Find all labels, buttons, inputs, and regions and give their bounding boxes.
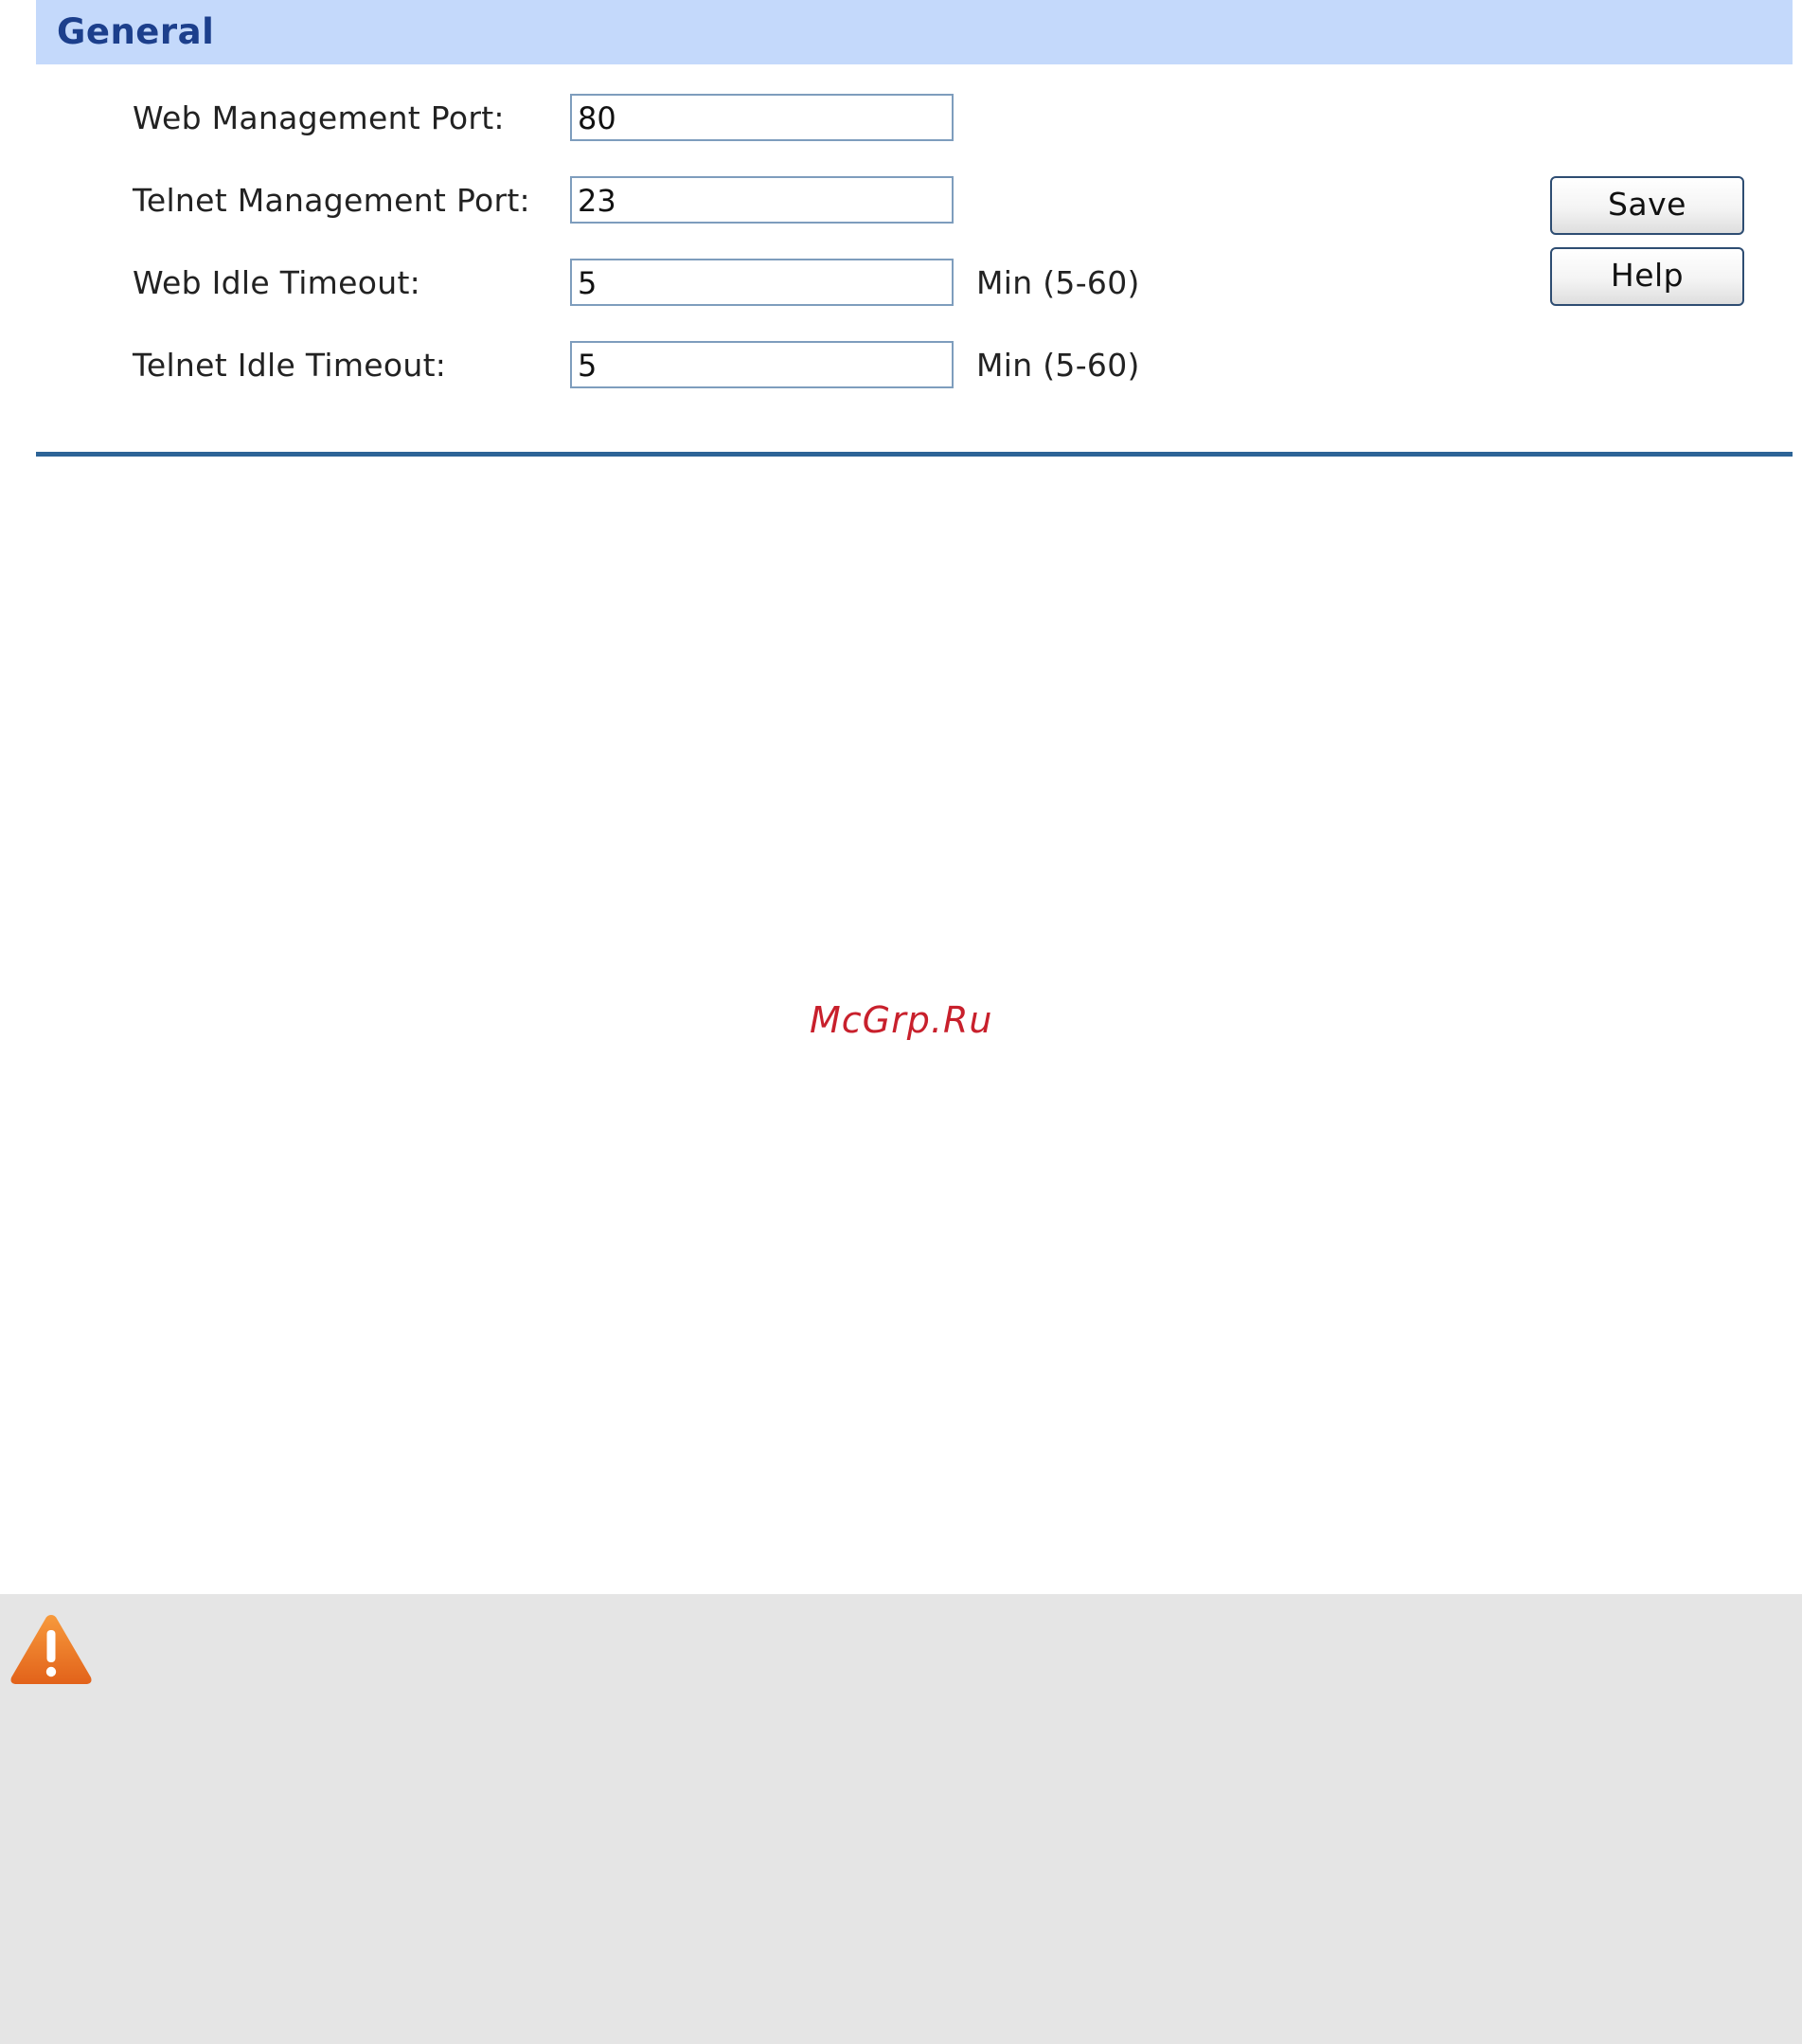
warning-icon <box>9 1611 94 1687</box>
web-idle-timeout-unit: Min (5-60) <box>976 264 1140 301</box>
web-idle-timeout-row <box>0 259 1802 306</box>
watermark-text: McGrp.Ru <box>810 999 993 1041</box>
help-button[interactable]: Help <box>1550 247 1744 306</box>
section-divider <box>36 452 1793 457</box>
save-button[interactable]: Save <box>1550 176 1744 235</box>
telnet-idle-timeout-unit: Min (5-60) <box>976 347 1140 384</box>
telnet-idle-timeout-row <box>0 341 1802 388</box>
web-idle-timeout-input[interactable] <box>570 259 954 306</box>
panel-header <box>36 0 1793 64</box>
panel-title: General <box>57 11 215 52</box>
web-idle-timeout-label: Web Idle Timeout: <box>133 264 421 301</box>
telnet-management-port-row <box>0 176 1802 224</box>
telnet-management-port-input[interactable] <box>570 176 954 224</box>
note-box <box>0 1594 1802 2044</box>
telnet-idle-timeout-input[interactable] <box>570 341 954 388</box>
telnet-management-port-label: Telnet Management Port: <box>133 182 530 219</box>
web-management-port-row <box>0 94 1802 141</box>
web-management-port-label: Web Management Port: <box>133 99 505 136</box>
web-management-port-input[interactable] <box>570 94 954 141</box>
telnet-idle-timeout-label: Telnet Idle Timeout: <box>133 347 447 384</box>
